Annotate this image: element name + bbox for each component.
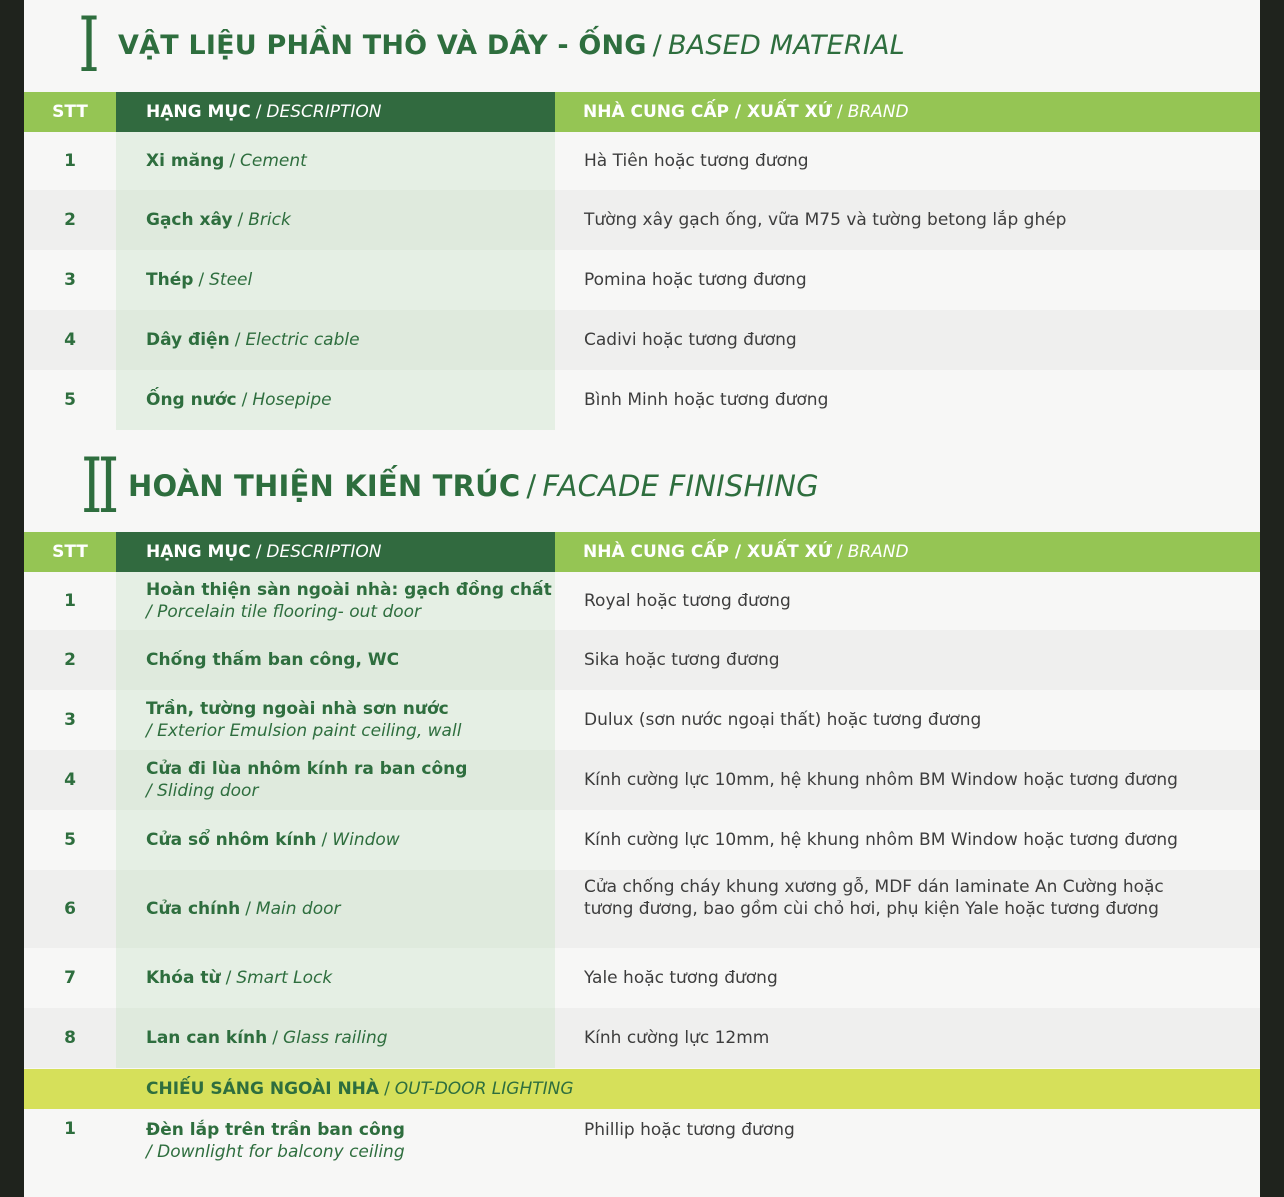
table-row: 6 Cửa chính / Main door Cửa chống cháy khung xương gỗ, MDF dán laminate An Cường hoặc tương đương, bao gồm cùi chỏ hơi, phụ kiện Yale hoặc tương đương xyxy=(24,870,1260,948)
table-row: 1 Xi măng / Cement Hà Tiên hoặc tương đương xyxy=(24,132,1260,190)
section-1-table-header xyxy=(24,92,1260,132)
lighting-header: CHIẾU SÁNG NGOÀI NHÀ / OUT-DOOR LIGHTING xyxy=(24,1069,1260,1109)
table-row: 2 Gạch xây / Brick Tường xây gạch ống, vữa M75 và tường betong lắp ghép xyxy=(24,190,1260,250)
section-1-roman: I xyxy=(78,0,100,89)
header-stt: STT xyxy=(52,542,88,562)
section-2-title-vi: HOÀN THIỆN KIẾN TRÚC xyxy=(128,469,521,503)
section-1-title-vi: VẬT LIỆU PHẦN THÔ VÀ DÂY - ỐNG xyxy=(118,29,647,61)
table-row: 1 Đèn lắp trên trần ban công / Downlight for balcony ceiling Phillip hoặc tương đương xyxy=(24,1109,1260,1197)
header-stt: STT xyxy=(52,102,88,122)
header-description: HẠNG MỤC / DESCRIPTION xyxy=(116,92,555,132)
section-2-roman: II xyxy=(81,441,115,530)
header-brand: NHÀ CUNG CẤP / XUẤT XỨ / BRAND xyxy=(583,102,909,122)
header-description: HẠNG MỤC / DESCRIPTION xyxy=(116,532,555,572)
table-row: 1 Hoàn thiện sàn ngoài nhà: gạch đồng chất / Porcelain tile flooring- out door Royal hoặc tương đương xyxy=(24,572,1260,630)
section-2-title-en: FACADE FINISHING xyxy=(542,469,819,503)
spec-sheet xyxy=(24,0,1260,1197)
table-row: 8 Lan can kính / Glass railing Kính cường lực 12mm xyxy=(24,1008,1260,1068)
table-row: 5 Ống nước / Hosepipe Bình Minh hoặc tương đương xyxy=(24,370,1260,430)
table-row: 4 Cửa đi lùa nhôm kính ra ban công / Sliding door Kính cường lực 10mm, hệ khung nhôm BM Window hoặc tương đương xyxy=(24,750,1260,810)
table-row: 7 Khóa từ / Smart Lock Yale hoặc tương đương xyxy=(24,948,1260,1008)
table-row: 3 Thép / Steel Pomina hoặc tương đương xyxy=(24,250,1260,310)
table-row: 3 Trần, tường ngoài nhà sơn nước / Exterior Emulsion paint ceiling, wall Dulux (sơn nước ngoại thất) hoặc tương đương xyxy=(24,690,1260,750)
section-2-table-header xyxy=(24,532,1260,572)
section-2-title: II HOÀN THIỆN KIẾN TRÚC / FACADE FINISHING xyxy=(81,441,819,530)
table-row: 5 Cửa sổ nhôm kính / Window Kính cường lực 10mm, hệ khung nhôm BM Window hoặc tương đương xyxy=(24,810,1260,870)
section-1-title: I VẬT LIỆU PHẦN THÔ VÀ DÂY - ỐNG / BASED MATERIAL xyxy=(78,0,905,89)
table-row: 4 Dây điện / Electric cable Cadivi hoặc tương đương xyxy=(24,310,1260,370)
table-row: 2 Chống thấm ban công, WC Sika hoặc tương đương xyxy=(24,630,1260,690)
section-1-title-en: BASED MATERIAL xyxy=(667,29,905,61)
header-brand: NHÀ CUNG CẤP / XUẤT XỨ / BRAND xyxy=(583,542,909,562)
